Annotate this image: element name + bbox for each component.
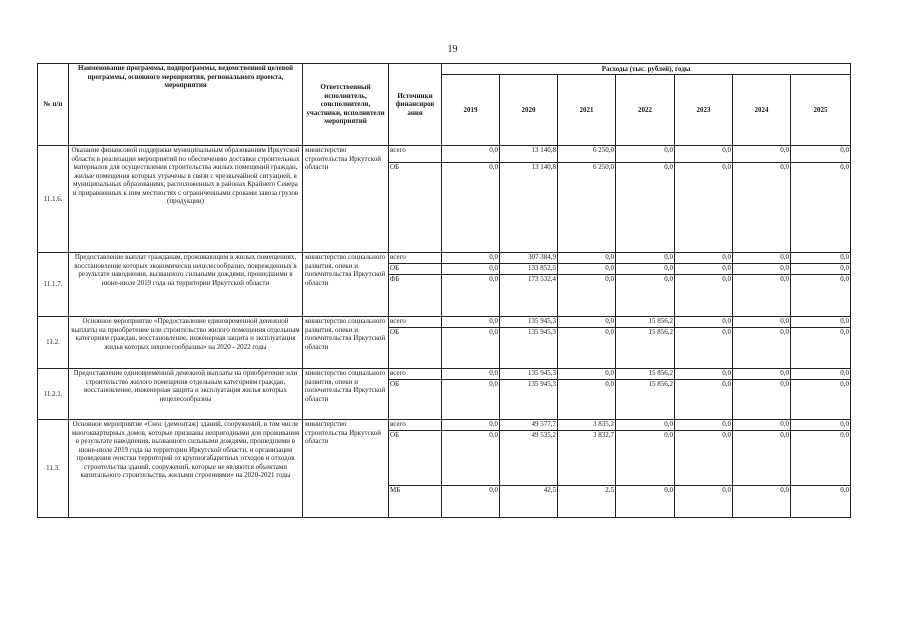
header-source: Источники финансиров ания: [389, 64, 442, 146]
header-year: 2022: [616, 75, 675, 146]
header-num: № п/п: [38, 64, 69, 146]
header-year: 2023: [675, 75, 733, 146]
row-value: 0,0: [558, 253, 616, 264]
row-value: 0,0: [442, 328, 500, 369]
row-value: 0,0: [616, 420, 675, 431]
row-name: Предоставление единовременной денежной выплаты на приобретение или строительство жилого помещения отдельным категориям граждан, восстановление, инженерная защита и эксплуатация жилья которых нецелесообразны: [69, 369, 303, 420]
row-value: 15 856,2: [616, 380, 675, 420]
row-number: 11.2.1.: [38, 369, 69, 420]
row-value: 307 384,9: [500, 253, 558, 264]
row-value: 15 856,2: [616, 317, 675, 328]
row-value: 0,0: [791, 253, 851, 264]
row-source: ОБ: [389, 431, 442, 486]
row-value: 0,0: [675, 264, 733, 275]
row-value: 0,0: [675, 275, 733, 317]
row-value: 0,0: [442, 317, 500, 328]
row-value: 0,0: [675, 369, 733, 380]
row-value: 0,0: [791, 275, 851, 317]
table-row: [38, 253, 851, 264]
row-value: 0,0: [442, 253, 500, 264]
row-value: 0,0: [733, 163, 791, 253]
row-value: 49 577,7: [500, 420, 558, 431]
header-year: 2021: [558, 75, 616, 146]
row-value: 0,0: [791, 380, 851, 420]
row-value: 6 250,0: [558, 163, 616, 253]
header-expenses: Расходы (тыс. рублей), годы: [442, 64, 851, 75]
row-value: 0,0: [733, 486, 791, 518]
row-value: 0,0: [558, 317, 616, 328]
row-value: 135 945,3: [500, 328, 558, 369]
row-value: 6 250,0: [558, 146, 616, 163]
row-value: 0,0: [442, 264, 500, 275]
row-value: 0,0: [733, 369, 791, 380]
header-responsible: Ответственный исполнитель, соисполнители, участники, исполнители мероприятий: [303, 64, 389, 146]
row-value: 0,0: [733, 317, 791, 328]
row-value: 15 856,2: [616, 328, 675, 369]
budget-table: [37, 63, 851, 518]
row-value: 0,0: [733, 264, 791, 275]
row-value: 42,5: [500, 486, 558, 518]
row-value: 0,0: [616, 253, 675, 264]
row-responsible: министерство строительства Иркутской области: [303, 420, 389, 518]
row-value: 13 140,8: [500, 163, 558, 253]
row-source: всего: [389, 253, 442, 264]
row-value: 135 945,3: [500, 317, 558, 328]
row-value: 0,0: [616, 275, 675, 317]
header-year: 2019: [442, 75, 500, 146]
row-value: 0,0: [733, 146, 791, 163]
row-source: ОБ: [389, 264, 442, 275]
table-row: [38, 146, 851, 163]
row-value: 0,0: [733, 253, 791, 264]
row-value: 0,0: [558, 380, 616, 420]
header-year: 2024: [733, 75, 791, 146]
row-name: Основное мероприятие «Снос (демонтаж) зданий, сооружений, в том числе многоквартирных домов, которые признаны непригодными для проживания в результате наводнения, вызванного сильными дождями, прошедшими в июне-июле 2019 года на территории Иркутской области, и организация проведения очистки территорий от крупногабаритных отходов и отходов строительства зданий, сооружений, которые не являются объектами капитального строительства, жилыми строениями» на 2020-2021 годы: [69, 420, 303, 518]
table-row: [38, 420, 851, 431]
row-value: 0,0: [733, 380, 791, 420]
row-source: ФБ: [389, 275, 442, 317]
row-value: 0,0: [791, 486, 851, 518]
row-source: всего: [389, 369, 442, 380]
row-name: Оказание финансовой поддержки муниципальным образованиям Иркутской области в реализации мероприятий по обеспечению доставки строительных материалов для осуществления строительства жилых помещений граждан, жилые помещения которых утрачены в связи с чрезвычайной ситуацией, в муниципальных образованиях, расположенных в районах Крайнего Севера и приравненных к ним местностях с ограниченными сроками завоза грузов (продукции): [69, 146, 303, 253]
row-value: 0,0: [442, 431, 500, 486]
row-value: 0,0: [442, 275, 500, 317]
row-value: 0,0: [791, 431, 851, 486]
row-value: 0,0: [442, 369, 500, 380]
row-value: 0,0: [791, 420, 851, 431]
row-value: 3 835,2: [558, 420, 616, 431]
row-value: 0,0: [675, 317, 733, 328]
row-value: 0,0: [733, 431, 791, 486]
row-value: 0,0: [733, 275, 791, 317]
row-source: всего: [389, 317, 442, 328]
row-value: 0,0: [675, 431, 733, 486]
row-value: 0,0: [791, 369, 851, 380]
row-value: 135 945,3: [500, 380, 558, 420]
row-value: 0,0: [558, 275, 616, 317]
header-name: Наименование программы, подпрограммы, ведомственной целевой программы, основного мероприятия, регионального проекта, мероприятия: [69, 64, 303, 146]
row-number: 11.1.6.: [38, 146, 69, 253]
row-value: 0,0: [791, 328, 851, 369]
row-responsible: министерство социального развития, опеки и попечительства Иркутской области: [303, 317, 389, 369]
row-value: 0,0: [675, 253, 733, 264]
row-value: 0,0: [733, 420, 791, 431]
row-value: 0,0: [616, 264, 675, 275]
row-value: 0,0: [616, 486, 675, 518]
row-value: 0,0: [616, 431, 675, 486]
row-value: 0,0: [442, 380, 500, 420]
row-value: 3 832,7: [558, 431, 616, 486]
header-year: 2020: [500, 75, 558, 146]
row-number: 11.3.: [38, 420, 69, 518]
row-value: 0,0: [442, 486, 500, 518]
row-source: всего: [389, 420, 442, 431]
row-value: 0,0: [675, 328, 733, 369]
row-value: 173 532,4: [500, 275, 558, 317]
row-value: 135 945,3: [500, 369, 558, 380]
page-number: 19: [447, 44, 458, 55]
row-source: ОБ: [389, 163, 442, 253]
row-value: 0,0: [675, 146, 733, 163]
row-number: 11.1.7.: [38, 253, 69, 317]
header-year: 2025: [791, 75, 851, 146]
row-source: ОБ: [389, 328, 442, 369]
row-number: 11.2.: [38, 317, 69, 369]
row-value: 15 856,2: [616, 369, 675, 380]
row-value: 0,0: [675, 380, 733, 420]
table-row: [38, 369, 851, 380]
row-value: 0,0: [442, 420, 500, 431]
row-value: 2,5: [558, 486, 616, 518]
row-value: 0,0: [791, 146, 851, 163]
row-responsible: министерство социального развития, опеки и попечительства Иркутской области: [303, 253, 389, 317]
row-responsible: министерство строительства Иркутской области: [303, 146, 389, 253]
row-value: 0,0: [791, 264, 851, 275]
row-source: всего: [389, 146, 442, 163]
row-name: Предоставление выплат гражданам, проживающим в жилых помещениях, восстановление которых экономически нецелесообразно, поврежденных в результате наводнения, вызванного сильными дождями, прошедшими в июне-июле 2019 года на территории Иркутской области: [69, 253, 303, 317]
row-value: 0,0: [558, 264, 616, 275]
row-source: МБ: [389, 486, 442, 518]
row-value: 0,0: [675, 486, 733, 518]
row-value: 0,0: [558, 328, 616, 369]
row-value: 0,0: [791, 163, 851, 253]
row-value: 0,0: [675, 420, 733, 431]
row-source: ОБ: [389, 380, 442, 420]
row-value: 0,0: [675, 163, 733, 253]
row-value: 0,0: [733, 328, 791, 369]
row-value: 0,0: [616, 163, 675, 253]
row-value: 0,0: [791, 317, 851, 328]
row-name: Основное мероприятие «Предоставление единовременной денежной выплаты на приобретение или строительство жилого помещения отдельным категориям граждан, восстановление, инженерная защита и эксплуатация жилья которых нецелесообразны» на 2020 - 2022 годы: [69, 317, 303, 369]
row-value: 0,0: [442, 146, 500, 163]
row-value: 13 140,8: [500, 146, 558, 163]
row-value: 0,0: [616, 146, 675, 163]
row-value: 49 535,2: [500, 431, 558, 486]
row-value: 133 852,5: [500, 264, 558, 275]
table-row: [38, 317, 851, 328]
row-responsible: министерство социального развития, опеки и попечительства Иркутской области: [303, 369, 389, 420]
row-value: 0,0: [442, 163, 500, 253]
row-value: 0,0: [558, 369, 616, 380]
